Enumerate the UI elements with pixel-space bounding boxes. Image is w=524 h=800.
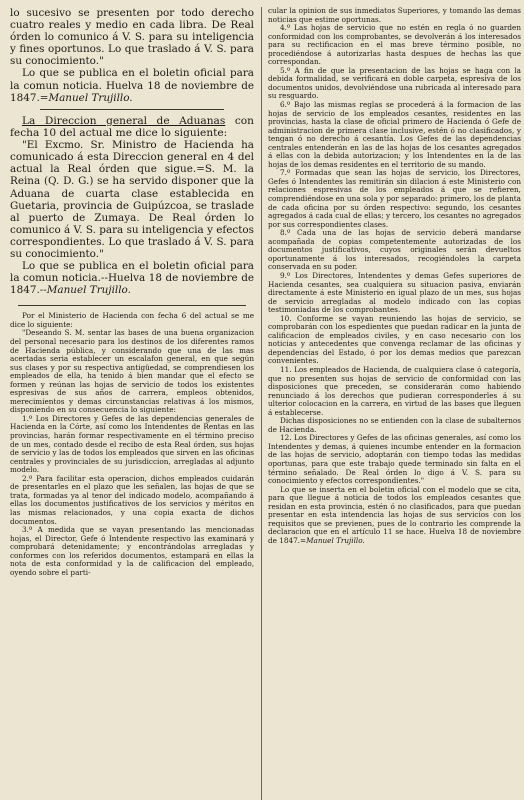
note-text: Lo que se inserta en el boletin oficial con el modelo que se cita, para que llegue á noticia de todos los empleados cesantes que residan en esta provincia, estén ó no clasificados, para que puedan presentar en esta intendencia las hojas de sus servicios con los requisitos que se previenen, pues de lo contrario les comprende la declaracion que en el artículo 11 se hace. Huelva 18 de noviembre de 1847. xyxy=(268,484,521,545)
paragraph-ministerio-intro: Por el Ministerio de Hacienda con fecha 6 del actual se me dice lo siguiente: xyxy=(10,311,254,329)
article-12: 12. Los Directores y Gefes de las oficinas generales, así como los Intendentes y demas, á quienes incumbe entender en la formacion de las hojas de servicio, adoptarán con tiempo todas las medidas oportunas, para que este trabajo quede terminado sin falta en el término señalado. De Real órden lo digo á V. S. para su conocimiento y efectos correspondientes." xyxy=(268,433,521,486)
article-1: 1.º Los Directores y Gefes de las dependencias generales de Hacienda en la Córte, así como los Intendentes de Rentas en las provincias, harán formar respectivamente en el término preciso de un mes, contado desde el recibo de esta Real órden, sus hojas de servicio y las de todos los empleados que sirven en las oficinas centrales y provinciales de su jurisdiccion, arregladas al adjunto modelo. xyxy=(10,413,254,475)
paragraph-closing-note xyxy=(268,486,521,546)
left-column xyxy=(10,7,254,800)
paragraph-publication-note xyxy=(10,67,254,103)
article-3: 3.º A medida que se vayan presentando las mencionadas hojas, el Director, Gefe ó Intendente respectivo las examinará y comprobará detenidamente; y encontrándolas arregladas y conformes con los referidos documentos, estampará en ellas la nota de esta conformidad y la de calificacion del empleado, oyendo sobre el parti- xyxy=(10,525,254,577)
paragraph-publication-note-2 xyxy=(10,260,254,296)
paragraph-real-orden: "El Excmo. Sr. Ministro de Hacienda ha comunicado á esta Direccion general en 4 del actual la Real órden que sigue.=S. M. la Reina (Q. D. G.) se ha servido disponer que la Aduana de cuarta clase establecida en Guetaria, provincia de Guipúzcoa, se traslade al puerto de Zumaya. De Real órden lo comunico á V. S. para su inteligencia y efectos correspondientes. Lo que traslado á V. S. para su conocimiento." xyxy=(10,139,254,260)
article-7: 7.º Formadas que sean las hojas de servicio, los Directores, Gefes ó Intendentes las remitirán sin dilacion á este Ministerio con relaciones espresivas de los empleados á que se refieren, comprendiéndose en una sola y por separado: primero, los de planta de cada oficina por su órden respectivo: segundo, los cesantes agregados á cada cual de ellas; y tercero, los cesantes no agregados por sus correspondientes clases. xyxy=(268,168,521,229)
article-10: 10. Conforme se vayan reuniendo las hojas de servicio, se comprobarán con los espedientes que puedan radicar en la junta de calificacion de empleados civiles, y en caso necesario con los noticias y antecedentes que convenga reclamar de las oficinas y dependencias del Estado, ó por los demas medios que parezcan convenientes. xyxy=(268,313,521,366)
article-6: 6.º Bajo las mismas reglas se procederá á la formacion de las hojas de servicio de los empleados cesantes, residentes en las provincias, hasta la clase de oficial primero de Hacienda ó Gefe de administracion de primera clase inclusive, estén ó no clasificados, y tengan ó no derecho á cesantía. Los Gefes de las dependencias centrales entenderán en las de las hojas de los cesantes agregados á ellas con la debida autorizacion; y los Intendentes en la de las hojas de los demas residentes en el territorio de su mando. xyxy=(268,100,521,169)
article-9: 9.º Los Directores, Intendentes y demas Gefes superiores de Hacienda cesantes, sea cualquiera su situacion pasiva, enviarán directamente á este Ministerio en igual plazo de un mes, sus hojas de servicio arregladas al modelo indicado con las copias testimoniadas de los comprobantes. xyxy=(268,270,521,315)
paragraph-continuation: lo sucesivo se presenten por todo derecho cuatro reales y medio en cada libra. De Real órden lo comunico á V. S. para su inteligencia y fines oportunos. Lo que traslado á V. S. para su conocimiento." xyxy=(10,7,254,68)
section-heading-aduanas xyxy=(10,115,254,139)
article-5: 5.º A fin de que la presentacion de las hojas se haga con la debida formalidad, se verificará en doble carpeta, espresiva de los documentos unidos, devolviéndose una rubricada al interesado para su resguardo. xyxy=(268,65,521,101)
article-8: 8.º Cada una de las hojas de servicio deberá mandarse acompañada de copias competentemente autorizadas de los documentos justificativos, cuyos originales serán devueltos oportunamente á los interesados, recogiéndoles la carpeta conservada en su poder. xyxy=(268,228,521,272)
heading-rest: con fecha 10 del actual me dice lo siguiente: xyxy=(10,114,254,139)
signature: =Manuel Trujillo. xyxy=(300,535,365,545)
article-2: 2.º Para facilitar esta operacion, dichos empleados cuidarán de presentarles en el plazo que les señalen, las hojas de que se trata, formadas ya al tenor del indicado modelo, acompañando á ellas los documentos justificativos de los servicios y méritos en las mismas relacionados, y una copia exacta de dichos documentos. xyxy=(10,473,254,526)
signature: --Manuel Trujillo. xyxy=(39,284,131,297)
signature: =Manuel Trujillo. xyxy=(39,91,133,104)
article-3-continuation: cular la opinion de sus inmediatos Superiores, y tomando las demas noticias que estime oportunas. xyxy=(268,7,521,24)
section-divider xyxy=(40,109,224,110)
article-4: 4.º Las hojas de servicio que no estén en regla ó no guarden conformidad con los comprobantes, se devolverán á los interesados para su rectificacion en el mas breve término posible, no procediéndose á autorizarlas hasta despues de hechas las que correspondan. xyxy=(268,23,521,67)
note-text: Lo que se publica en el boletin oficial para la comun noticia. Huelva 18 de noviembre de 1847. xyxy=(10,67,254,104)
article-11-note: Dichas disposiciones no se entienden con la clase de subalternos de Hacienda. xyxy=(268,416,521,434)
heading-underlined-title: La Direccion general de Aduanas xyxy=(22,114,226,127)
paragraph-deseando: "Deseando S. M. sentar las bases de una buena organizacion del personal necesario para los destinos de los diferentes ramos de Hacienda pública, y considerando que una de las mas acertadas seria establecer un escalafon general, en que según sus clases y por su respectiva antigüedad, se comprendiesen los empleados de ella, ha tenido á bien mandar que el efecto se formen y reúnan las hojas de servicio de todos los existentes espresivas de sus años de carrera, empleos obtenidos, merecimientos y demas circunstancias relativas á los mismos, disponiendo en su consecuencia lo siguiente: xyxy=(10,328,254,415)
article-11: 11. Los empleados de Hacienda, de cualquiera clase ó categoría, que no presenten sus hojas de servicio de conformidad con las disposiciones que preceden, se considerarán como habiendo renunciado á los derechos que pudieran corresponderles á su ulterior colocacion en la carrera, en virtud de las bases que lleguen á establecerse. xyxy=(268,364,521,417)
note-text: Lo que se publica en el boletin oficial para la comun noticia.--Huelva 18 de noviembre de 1847. xyxy=(10,260,254,297)
right-column xyxy=(261,7,521,800)
section-divider xyxy=(18,305,246,306)
